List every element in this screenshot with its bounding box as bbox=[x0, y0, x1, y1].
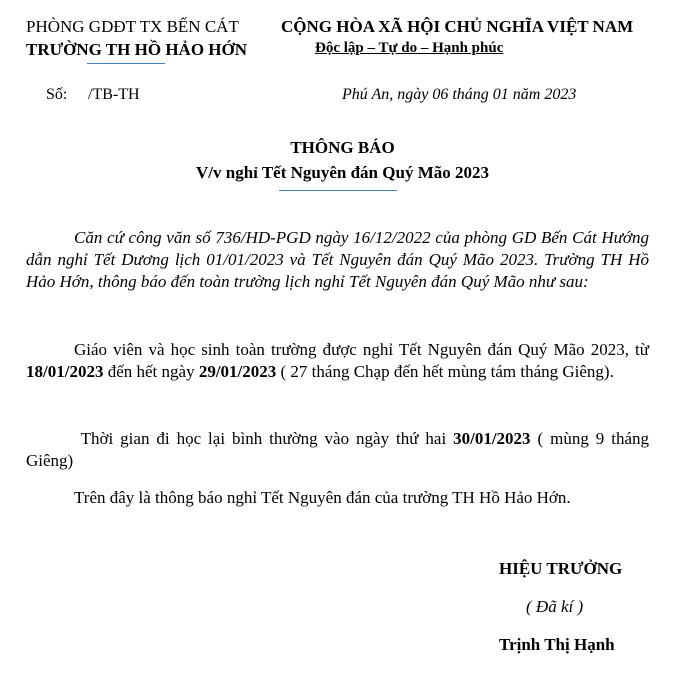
subject-underline bbox=[279, 190, 397, 191]
document-title: THÔNG BÁO bbox=[290, 138, 395, 157]
place-and-date: Phú An, ngày 06 tháng 01 năm 2023 bbox=[342, 86, 577, 103]
return-date: 30/01/2023 bbox=[453, 429, 531, 448]
return-text-end: ( mùng 9 tháng Giêng) bbox=[26, 429, 649, 470]
holiday-end-date: 29/01/2023 bbox=[198, 362, 277, 381]
school-name-underline bbox=[87, 63, 165, 64]
signed-note: ( Đã kí ) bbox=[526, 597, 584, 616]
holiday-text-middle: đến hết ngày bbox=[103, 362, 199, 381]
paragraph-return-date bbox=[26, 428, 649, 472]
signer-role: HIỆU TRƯỞNG bbox=[499, 559, 623, 578]
national-motto: Độc lập – Tự do – Hạnh phúc bbox=[315, 40, 504, 56]
country-name: CỘNG HÒA XÃ HỘI CHỦ NGHĨA VIỆT NAM bbox=[281, 17, 634, 36]
department-name: PHÒNG GDĐT TX BẾN CÁT bbox=[26, 17, 239, 36]
holiday-text-start: Giáo viên và học sinh toàn trường được nghỉ Tết Nguyên đán Quý Mão 2023, từ bbox=[74, 340, 649, 359]
document-number: /TB-TH bbox=[88, 86, 140, 103]
paragraph-legal-basis bbox=[26, 227, 649, 293]
paragraph-closing bbox=[26, 487, 649, 509]
paragraph-holiday-period bbox=[26, 339, 649, 383]
closing-text: Trên đây là thông báo nghỉ Tết Nguyên đán của trường TH Hồ Hảo Hớn. bbox=[74, 488, 571, 507]
return-text-start: Thời gian đi học lại bình thường vào ngày thứ hai bbox=[74, 429, 454, 448]
document-number-label: Số: bbox=[46, 86, 68, 103]
paragraph-legal-basis-text: Căn cứ công văn số 736/HD-PGD ngày 16/12/2022 của phòng GD Bến Cát Hướng dẫn nghỉ Tết Dương lịch 01/01/2023 và Tết Nguyên đán Quý Mão 2023. Trường TH Hồ Hảo Hớn, thông báo đến toàn trường lịch nghỉ Tết Nguyên đán Quý Mão như sau: bbox=[26, 228, 649, 291]
holiday-start-date: 18/01/2023 bbox=[26, 362, 104, 381]
signer-name: Trịnh Thị Hạnh bbox=[499, 635, 615, 654]
holiday-text-end: ( 27 tháng Chạp đến hết mùng tám tháng Giêng). bbox=[276, 362, 614, 381]
school-name: TRƯỜNG TH HỒ HẢO HỚN bbox=[26, 40, 248, 59]
document-subject: V/v nghỉ Tết Nguyên đán Quý Mão 2023 bbox=[196, 163, 489, 182]
